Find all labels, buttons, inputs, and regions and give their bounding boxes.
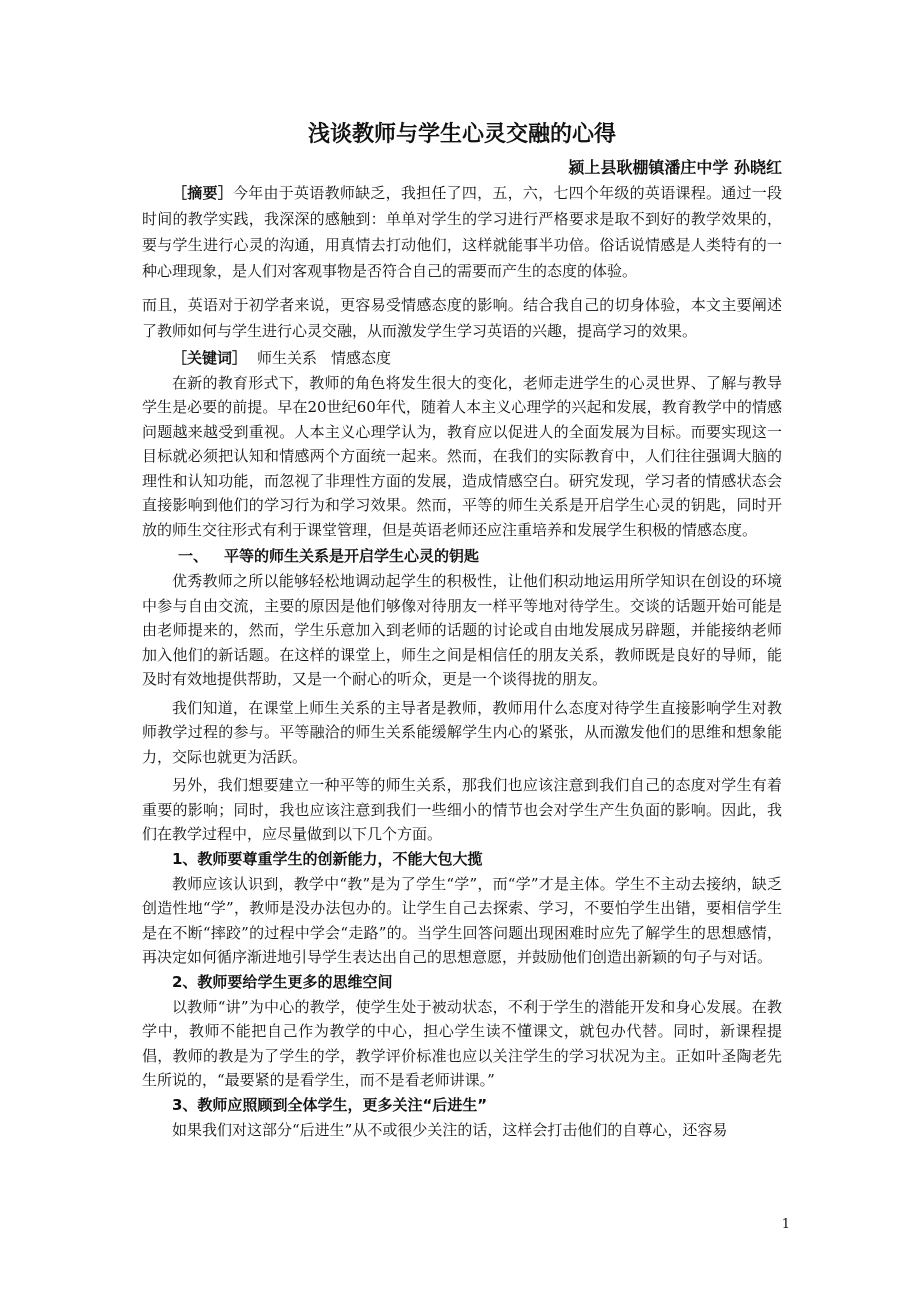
keyword: 情感态度 [331,349,392,367]
abstract-text-2: 而且，英语对于初学者来说，更容易受情感态度的影响。结合我自己的切身体验，本文主要阐述了教师如何与学生进行心灵交融，从而激发学生学习英语的兴趣，提高学习的效果。 [142,296,782,340]
document-body [142,120,782,1142]
body-paragraph: 如果我们对这部分“后进生”从不或很少关注的话，这样会打击他们的自尊心，还容易 [172,1120,728,1139]
keywords-label: ［关键词］ [172,349,248,367]
abstract-label: ［摘要］ [172,184,234,202]
page-number: 1 [781,1217,790,1232]
subsection-heading: 1、教师要尊重学生的创新能力，不能大包大揽 [172,849,483,868]
abstract-paragraph [142,180,782,284]
subsection-heading: 2、教师要给学生更多的思维空间 [172,972,393,991]
document-title: 浅谈教师与学生心灵交融的心得 [307,122,616,147]
body-paragraph: 优秀教师之所以能够轻松地调动起学生的积极性，让他们积动地运用所学知识在创设的环境中参与自由交流，主要的原因是他们够像对待朋友一样平等地对待学生。交谈的话题开始可能是由老师提来的，然而，学生乐意加入到老师的话题的讨论或自由地发展成另辟题，并能接纳老师加入他们的新话题。在这样的课堂上，师生之间是相信任的朋友关系，教师既是良好的导师，能及时有效地提供帮助，又是一个耐心的听众，更是一个谈得拢的朋友。 [142,572,782,688]
section-title: 平等的师生关系是开启学生心灵的钥匙 [224,547,480,565]
section-number: 一、 [178,547,209,565]
subsection-heading: 3、教师应照顾到全体学生，更多关注“后进生” [172,1095,488,1114]
body-paragraph: 以教师“讲”为中心的教学，使学生处于被动状态，不利于学生的潜能开发和身心发展。在教学中，教师不能把自己作为教学的中心，担心学生读不懂课文，就包办代替。同时，新课程提倡，教师的教是为了学生的学，教学评价标准也应以关注学生的学习状况为主。正如叶圣陶老先生所说的，“最要紧的是看学生，而不是看老师讲课。” [142,997,782,1089]
author-line: 颍上县耿棚镇潘庄中学 孙晓红 [568,158,782,177]
keywords-line [142,346,782,371]
section-heading [142,544,782,569]
abstract-text-1: 今年由于英语教师缺乏，我担任了四，五，六，七四个年级的英语课程。通过一段时间的教学实践，我深深的感触到：单单对学生的学习进行严格要求是取不到好的教学效果的，要与学生进行心灵的沟通，用真情去打动他们，这样就能事半功倍。俗话说情感是人类特有的一种心理现象，是人们对客观事物是否符合自己的需要而产生的态度的体验。 [142,184,782,280]
body-paragraph: 另外，我们想要建立一种平等的师生关系，那我们也应该注意到我们自己的态度对学生有着重要的影响；同时，我也应该注意到我们一些细小的情节也会对学生产生负面的影响。因此，我们在教学过程中，应尽量做到以下几个方面。 [142,776,782,843]
body-paragraph: 我们知道，在课堂上师生关系的主导者是教师，教师用什么态度对待学生直接影响学生对教师教学过程的参与。平等融洽的师生关系能缓解学生内心的紧张，从而激发他们的思维和想象能力，交际也就更为活跃。 [142,698,782,766]
intro-paragraph: 在新的教育形式下，教师的角色将发生很大的变化，老师走进学生的心灵世界、了解与教导学生是必要的前提。早在20世纪60年代，随着人本主义心理学的兴起和发展，教育教学中的情感问题越来越受到重视。人本主义心理学认为，教育应以促进人的全面发展为目标。而要实现这一目标就必须把认知和情感两个方面统一起来。然而，在我们的实际教育中，人们往往强调大脑的理性和认知功能，而忽视了非理性方面的发展，造成情感空白。研究发现，学习者的情感状态会直接影响到他们的学习行为和学习效果。然而，平等的师生关系是开启学生心灵的钥匙，同时开放的师生交往形式有利于课堂管理，但是英语老师还应注重培养和发展学生积极的情感态度。 [142,373,782,539]
body-paragraph: 教师应该认识到，教学中“教”是为了学生“学”，而“学”才是主体。学生不主动去接纳，缺乏创造性地“学”，教师是没办法包办的。让学生自己去探索、学习，不要怕学生出错，要相信学生是在不断“摔跤”的过程中学会“走路”的。当学生回答问题出现困难时应先了解学生的思想感情，再决定如何循序渐进地引导学生表达出自己的思想意愿，并鼓励他们创造出新颖的句子与对话。 [142,874,782,966]
keyword: 师生关系 [257,349,318,367]
abstract [142,180,782,344]
